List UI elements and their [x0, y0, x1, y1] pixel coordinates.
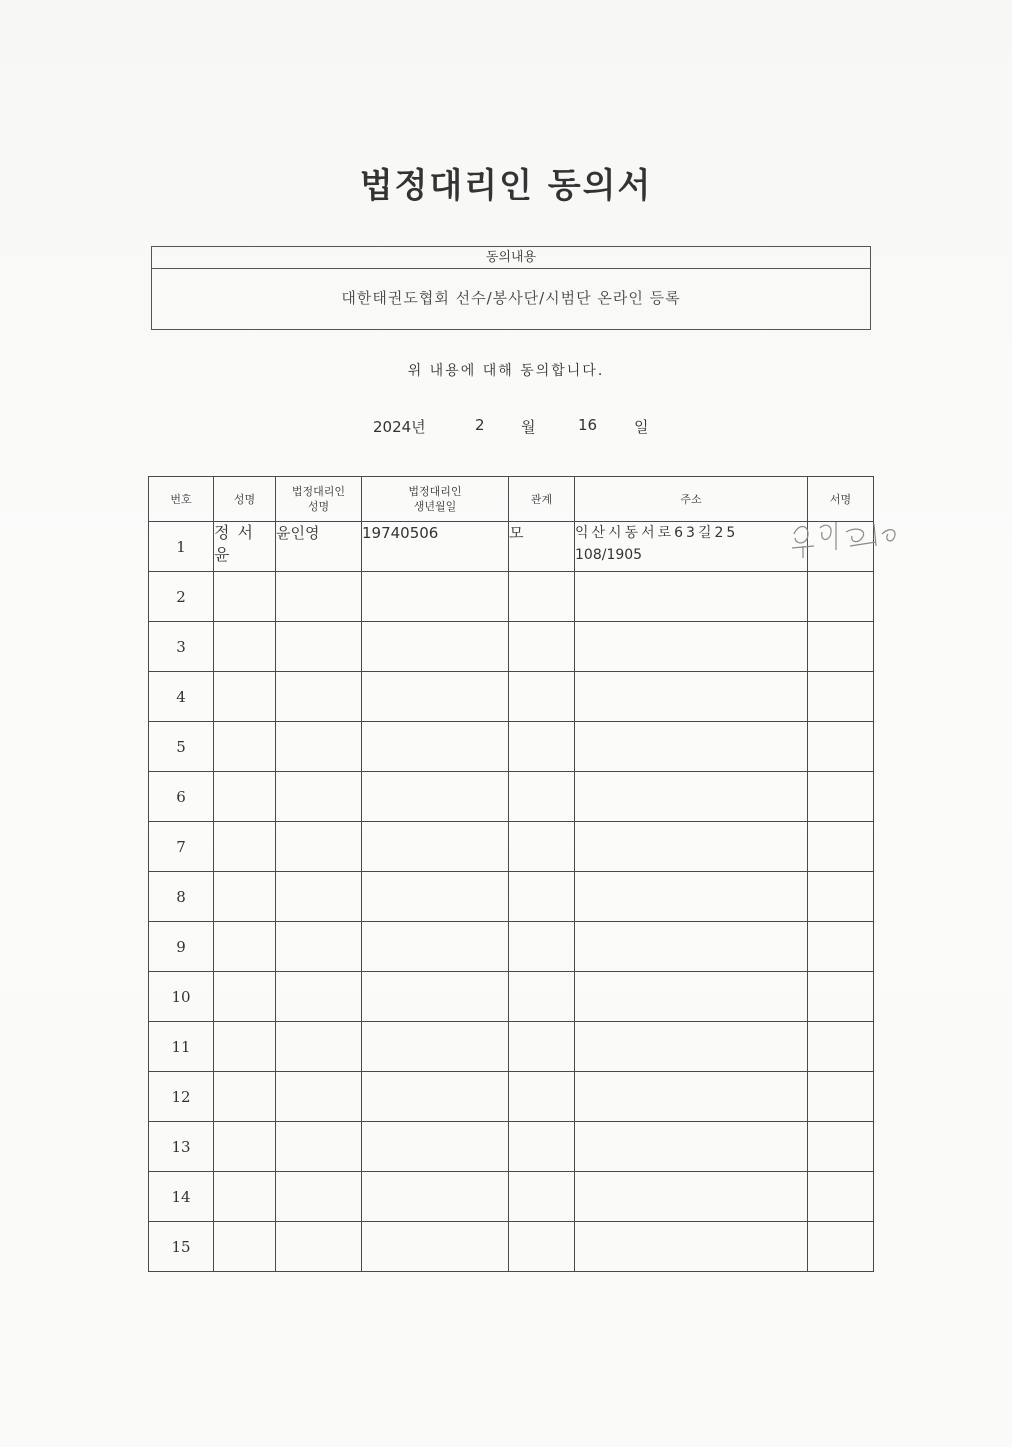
row-number: 13: [149, 1122, 214, 1172]
date-year: 2024년: [373, 418, 426, 436]
header-guardian-birth: [362, 477, 509, 522]
date-day: 16: [578, 416, 598, 434]
guardian-name: 윤인영: [276, 522, 362, 572]
relation: 모: [509, 522, 575, 572]
address-line1: 익산시동서로63길25: [575, 525, 739, 541]
row-number: 11: [149, 1022, 214, 1072]
table-row: [149, 572, 874, 622]
row-number: 2: [149, 572, 214, 622]
row-number: 1: [149, 522, 214, 572]
row-number: 15: [149, 1222, 214, 1272]
header-number: 번호: [149, 477, 214, 522]
table-row: [149, 1222, 874, 1272]
table-row: [149, 1022, 874, 1072]
table-row: [149, 822, 874, 872]
header-guardian-name: [276, 477, 362, 522]
address-line2: 108/1905: [575, 547, 643, 563]
header-name: 성명: [214, 477, 276, 522]
guardian-birthdate: 19740506: [362, 522, 509, 572]
date-month: 2: [475, 416, 485, 434]
header-guardian-birth-line2: 생년월일: [413, 500, 457, 513]
table-row: [149, 772, 874, 822]
table-row: [149, 722, 874, 772]
row-number: 7: [149, 822, 214, 872]
header-guardian-name-line1: 법정대리인: [291, 485, 346, 498]
consent-content: 대한태권도협회 선수/봉사단/시범단 온라인 등록: [341, 289, 681, 307]
participant-name: 정서윤: [214, 522, 276, 572]
table-row: [149, 622, 874, 672]
row-number: 6: [149, 772, 214, 822]
header-relation: 관계: [509, 477, 575, 522]
table-header-row: [149, 477, 874, 522]
row-number: 10: [149, 972, 214, 1022]
signature-cell: [808, 522, 874, 572]
agreement-statement: 위 내용에 대해 동의합니다.: [407, 363, 605, 379]
header-guardian-birth-line1: 법정대리인: [408, 485, 462, 498]
row-number: 8: [149, 872, 214, 922]
table-row: [149, 922, 874, 972]
handwritten-signature: [786, 512, 906, 572]
document-title: 법정대리인 동의서: [359, 166, 653, 206]
table-row: [149, 1122, 874, 1172]
table-row: [149, 872, 874, 922]
table-row: [149, 522, 874, 572]
header-address: 주소: [575, 477, 808, 522]
row-number: 12: [149, 1072, 214, 1122]
table-row: [149, 972, 874, 1022]
date-line: [0, 416, 1012, 440]
consent-header: 동의내용: [152, 247, 870, 269]
row-number: 3: [149, 622, 214, 672]
date-day-unit: 일: [634, 418, 649, 436]
consent-box: [151, 246, 871, 330]
address: [575, 522, 808, 572]
row-number: 5: [149, 722, 214, 772]
header-signature: 서명: [808, 477, 874, 522]
row-number: 14: [149, 1172, 214, 1222]
header-guardian-name-line2: 성명: [307, 500, 330, 513]
row-number: 9: [149, 922, 214, 972]
roster-table: [148, 476, 874, 1272]
table-row: [149, 672, 874, 722]
table-row: [149, 1172, 874, 1222]
row-number: 4: [149, 672, 214, 722]
date-month-unit: 월: [521, 418, 536, 436]
table-row: [149, 1072, 874, 1122]
